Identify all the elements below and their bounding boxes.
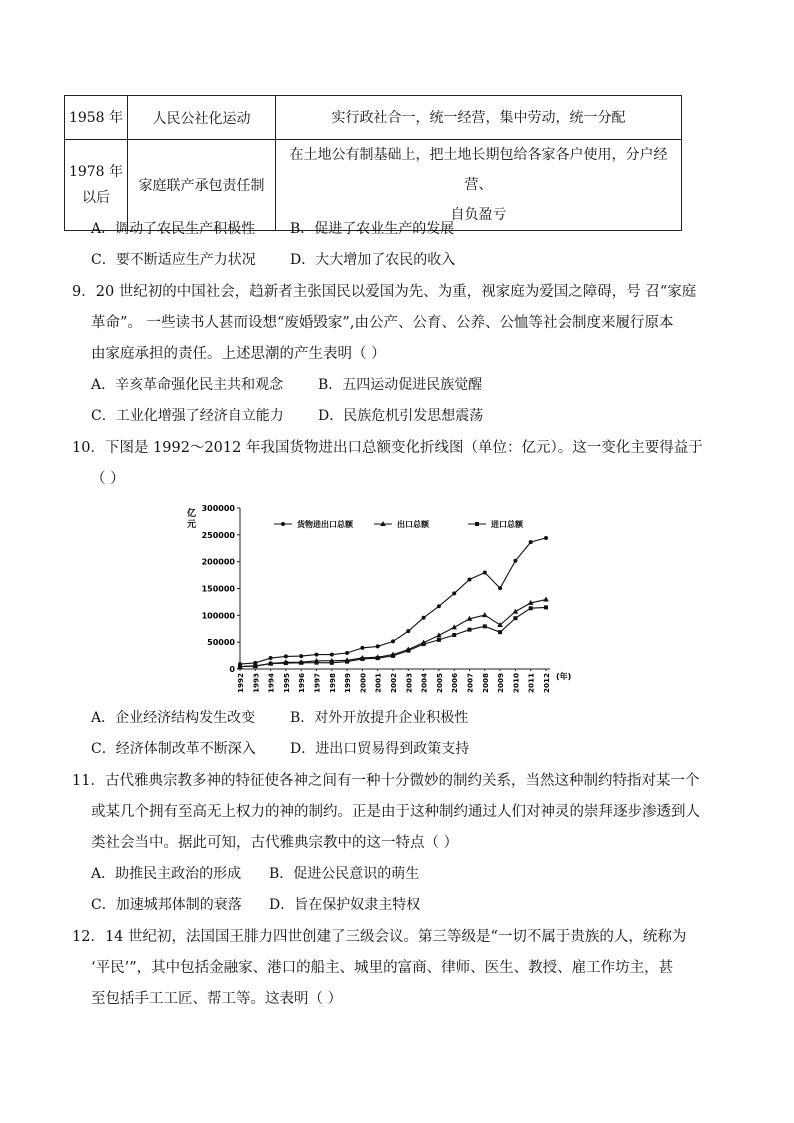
q9-stem-line: 9．20 世纪初的中国社会，趋新者主张国民以爱国为先、为重，视家庭为爱国之障碍，号 召“家庭 [72, 284, 697, 300]
q11-stem-line: 或某几个拥有至高无上权力的神的制约。正是由于这种制约通过人们对神灵的崇拜逐步渗透到人 [91, 804, 700, 820]
data-point-circle [422, 616, 426, 620]
legend-marker-square [475, 522, 479, 526]
x-tick-label: 2009 [496, 673, 506, 694]
data-point-square [330, 661, 334, 665]
data-point-circle [330, 653, 334, 657]
year-line: 1978 年 [68, 164, 124, 180]
q10-option-b[interactable]: B．对外开放提升企业积极性 [290, 710, 469, 726]
data-point-circle [299, 654, 303, 658]
q12-stem-line: 12．14 世纪初，法国国王腓力四世创建了三级会议。第三等级是“一切不属于贵族的人，统称为 [72, 929, 687, 945]
table-row [65, 96, 682, 140]
q9-stem-line: 革命”。 一些读书人甚而设想“废婚毁家”,由公产、公育、公养、公恤等社会制度来履行原本 [91, 315, 674, 331]
desc-line: 自负盈亏 [450, 207, 507, 223]
x-tick-label: 2011 [526, 673, 536, 694]
policy-table [64, 95, 682, 231]
policy-desc-cell: 实行政社合一，统一经营，集中劳动，统一分配 [276, 96, 682, 140]
q10-option-d[interactable]: D．进出口贸易得到政策支持 [290, 741, 470, 757]
q11-option-b[interactable]: B．促进公民意识的萌生 [269, 866, 420, 882]
table-row [65, 140, 682, 231]
trade-line-chart [178, 496, 578, 692]
q11-option-a[interactable]: A．助推民主政治的形成 [91, 866, 242, 882]
q8-option-a[interactable]: A．调动了农民生产积极性 [91, 221, 256, 237]
desc-line: 在土地公有制基础上，把土地长期包给各家各户使用，分户经营、 [289, 147, 668, 193]
data-point-square [391, 654, 395, 658]
q10-option-a[interactable]: A．企业经济结构发生改变 [91, 710, 256, 726]
data-point-square [483, 624, 487, 628]
x-tick-label: 2006 [450, 673, 460, 694]
q9-option-a[interactable]: A．辛亥革命强化民主共和观念 [91, 377, 284, 393]
data-point-square [345, 660, 349, 664]
q10-stem-line: 10．下图是 1992～2012 年我国货物进出口总额变化折线图（单位：亿元）。这一变化主要得益于 [72, 440, 703, 456]
data-point-square [360, 657, 364, 661]
data-point-circle [437, 604, 441, 608]
x-tick-label: 2012 [542, 673, 551, 694]
data-point-square [238, 665, 242, 669]
data-point-circle [284, 654, 288, 658]
x-tick-label: 2004 [419, 673, 429, 694]
data-point-square [468, 628, 472, 632]
data-point-circle [544, 536, 548, 540]
x-tick-label: 1997 [312, 673, 322, 694]
policy-name-cell: 人民公社化运动 [128, 96, 276, 140]
q9-option-d[interactable]: D．民族危机引发思想震荡 [318, 408, 484, 424]
data-point-square [452, 633, 456, 637]
policy-name-cell: 家庭联产承包责任制 [128, 140, 276, 231]
data-point-circle [498, 586, 502, 590]
x-tick-label: 2005 [434, 673, 444, 694]
data-point-circle [345, 651, 349, 655]
data-point-square [253, 664, 257, 668]
data-point-circle [406, 629, 410, 633]
q8-option-c[interactable]: C．要不断适应生产力状况 [91, 252, 256, 268]
y-tick-label: 50000 [207, 638, 235, 648]
data-point-square [406, 649, 410, 653]
x-tick-label: 1992 [236, 673, 245, 694]
data-point-square [437, 638, 441, 642]
data-point-square [269, 662, 273, 666]
data-point-circle [452, 591, 456, 595]
data-point-circle [315, 653, 319, 657]
q9-option-c[interactable]: C．工业化增强了经济自立能力 [91, 408, 284, 424]
data-point-square [422, 642, 426, 646]
legend-marker-circle [281, 522, 285, 526]
data-point-circle [269, 656, 273, 660]
data-point-triangle [543, 597, 549, 602]
q9-option-b[interactable]: B．五四运动促进民族觉醒 [318, 377, 483, 393]
y-tick-label: 300000 [201, 504, 235, 513]
data-point-circle [529, 540, 533, 544]
x-axis-unit: (年) [556, 672, 572, 681]
legend-label: 进口总额 [491, 520, 523, 529]
y-axis-label: 元 [187, 520, 197, 530]
data-point-circle [468, 578, 472, 582]
legend-label: 出口总额 [397, 520, 429, 529]
data-point-square [513, 616, 517, 620]
x-tick-label: 1995 [281, 673, 291, 694]
x-tick-label: 2008 [480, 673, 490, 694]
year-cell: 1958 年 [65, 96, 128, 140]
data-point-circle [360, 646, 364, 650]
y-tick-label: 200000 [201, 557, 235, 567]
data-point-square [376, 656, 380, 660]
q11-stem-line: 11．古代雅典宗教多神的特征使各神之间有一种十分微妙的制约关系，当然这种制约特指对某一个 [72, 773, 700, 789]
data-point-circle [391, 639, 395, 643]
x-tick-label: 1998 [327, 673, 337, 694]
q10-stem-line: （ ） [91, 471, 125, 487]
x-tick-label: 2002 [389, 673, 398, 694]
q12-stem-line: ‘平民’”，其中包括金融家、港口的船主、城里的富商、律师、医生、教授、雇工作坊主，甚 [91, 960, 674, 976]
year-line: 以后 [82, 190, 110, 206]
policy-desc-cell [276, 140, 682, 231]
q11-stem-line: 类社会当中。据此可知，古代雅典宗教中的这一特点（ ） [91, 835, 459, 851]
q11-option-c[interactable]: C．加速城邦体制的衰落 [91, 897, 242, 913]
y-axis-label: 亿 [187, 509, 197, 519]
data-point-square [498, 630, 502, 634]
y-tick-label: 150000 [201, 584, 235, 594]
data-point-square [284, 661, 288, 665]
x-tick-label: 2000 [358, 673, 368, 694]
x-tick-label: 2001 [373, 673, 383, 694]
data-point-circle [483, 570, 487, 574]
q12-stem-line: 至包括手工工匠、帮工等。这表明（ ） [91, 991, 343, 1007]
q9-stem-line: 由家庭承担的责任。上述思潮的产生表明（ ） [91, 346, 386, 362]
x-tick-label: 1999 [343, 673, 353, 694]
x-tick-label: 1994 [266, 673, 276, 694]
q8-option-b[interactable]: B．促进了农业生产的发展 [290, 221, 455, 237]
data-point-circle [513, 559, 517, 563]
q11-option-d[interactable]: D．旨在保护奴隶主特权 [269, 897, 421, 913]
data-point-square [544, 605, 548, 609]
x-tick-label: 1993 [251, 673, 261, 694]
series-line-circle [240, 538, 546, 664]
data-point-triangle [482, 612, 488, 617]
year-cell [65, 140, 128, 231]
legend-label: 货物进出口总额 [297, 520, 353, 529]
x-tick-label: 2003 [404, 673, 414, 694]
x-tick-label: 2007 [465, 673, 475, 694]
x-tick-label: 2010 [511, 673, 521, 694]
data-point-circle [376, 644, 380, 648]
x-tick-label: 1996 [297, 673, 307, 694]
y-tick-label: 0 [229, 665, 235, 674]
y-tick-label: 250000 [201, 530, 235, 540]
q8-option-d[interactable]: D．大大增加了农民的收入 [290, 252, 456, 268]
data-point-square [529, 606, 533, 610]
y-tick-label: 100000 [201, 611, 235, 621]
q10-option-c[interactable]: C．经济体制改革不断深入 [91, 741, 256, 757]
data-point-square [315, 661, 319, 665]
data-point-square [299, 661, 303, 665]
